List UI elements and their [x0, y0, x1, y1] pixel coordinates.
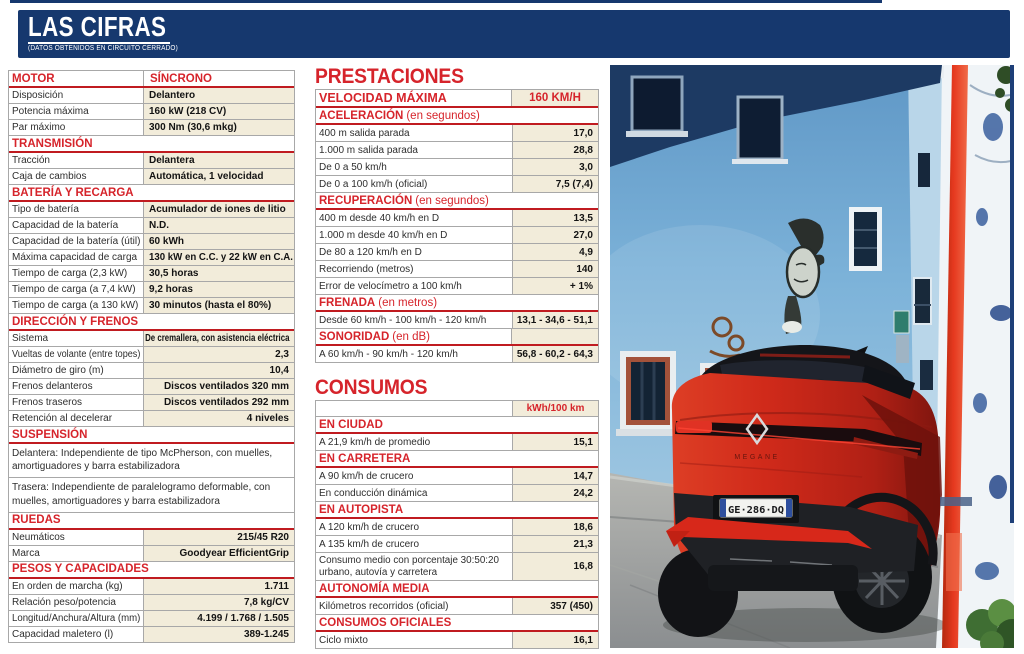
group-heading-note: (en metros)	[378, 296, 438, 309]
group-header	[316, 417, 598, 434]
section-header	[9, 136, 294, 153]
spec-row	[316, 312, 598, 329]
spec-row	[316, 261, 598, 278]
white-wall	[930, 65, 1014, 648]
group-header	[316, 295, 598, 312]
top-speed-value: 160 KM/H	[529, 92, 581, 104]
spec-row	[316, 125, 598, 142]
section-title: MOTOR	[12, 72, 55, 85]
section-header	[9, 314, 294, 331]
spec-row	[316, 159, 598, 176]
section-title-value: SÍNCRONO	[150, 72, 212, 85]
section-title: RUEDAS	[12, 514, 61, 527]
row-value: 215/45 R20	[237, 531, 289, 543]
row-value: 4,9	[579, 246, 593, 258]
row-label: Tiempo de carga (a 130 kW)	[12, 300, 139, 311]
group-header	[316, 581, 598, 598]
row-value: 130 kW en C.C. y 22 kW en C.A.	[149, 252, 293, 263]
license-plate-text: GE·286·DQ	[728, 505, 784, 516]
row-label: A 135 km/h de crucero	[319, 538, 420, 550]
row-label: Sistema	[12, 333, 49, 344]
row-label: Par máximo	[12, 122, 66, 133]
row-label: De 0 a 100 km/h (oficial)	[319, 178, 428, 190]
row-label: 400 m salida parada	[319, 127, 410, 139]
row-label: Frenos traseros	[12, 397, 83, 408]
spec-row	[9, 627, 294, 643]
row-label: Máxima capacidad de carga	[12, 252, 138, 263]
masthead-underline	[28, 42, 170, 44]
spec-row	[316, 598, 598, 615]
mid-window	[849, 207, 882, 271]
row-value: 140	[576, 263, 593, 275]
section-title: TRANSMISIÓN	[12, 137, 93, 150]
row-value: 21,3	[573, 538, 593, 550]
row-value: 13,1 - 34,6 - 51,1	[516, 314, 593, 326]
group-heading: FRENADA	[319, 296, 376, 309]
prestaciones-table	[315, 89, 599, 363]
row-value: 17,0	[573, 127, 593, 139]
row-value: 9,2 horas	[149, 284, 193, 295]
group-header	[316, 615, 598, 632]
group-heading-note: (en dB)	[392, 330, 430, 343]
row-value: 3,0	[579, 161, 593, 173]
spec-row	[316, 244, 598, 261]
row-value: 16,8	[573, 561, 593, 572]
row-label: Frenos delanteros	[12, 381, 93, 392]
row-label: Recorriendo (metros)	[319, 263, 414, 275]
specs-column-middle	[315, 65, 599, 649]
row-label: Diámetro de giro (m)	[12, 365, 104, 376]
spec-row	[9, 282, 294, 298]
spec-row	[316, 278, 598, 295]
section-title: SUSPENSIÓN	[12, 428, 88, 441]
spec-row	[9, 611, 294, 627]
spec-paragraph: Trasera: Independiente de paralelogramo deformable, con muelles, amortiguadores y barra estabilizadora	[9, 478, 294, 512]
row-label: 1.000 m salida parada	[319, 144, 418, 156]
group-heading: EN CARRETERA	[319, 452, 411, 465]
row-label: Tiempo de carga (a 7,4 kW)	[12, 284, 136, 295]
row-label: De 0 a 50 km/h	[319, 161, 387, 173]
spec-row	[316, 346, 598, 363]
row-label: A 60 km/h - 90 km/h - 120 km/h	[319, 348, 458, 360]
spec-row	[9, 120, 294, 136]
section-title-value-cell	[143, 71, 294, 86]
spec-row	[316, 142, 598, 159]
spec-row	[316, 227, 598, 244]
row-label: Tipo de batería	[12, 204, 79, 215]
row-label: Longitud/Anchura/Altura (mm)	[12, 612, 141, 624]
row-value: N.D.	[149, 220, 169, 231]
spec-row	[9, 298, 294, 314]
spec-row	[9, 411, 294, 427]
spec-row	[9, 234, 294, 250]
row-value: 2,3	[275, 349, 289, 360]
row-value: 16,1	[573, 634, 593, 646]
row-value: 160 kW (218 CV)	[149, 106, 227, 117]
row-label: Capacidad maletero (l)	[12, 628, 114, 640]
row-value: Goodyear EfficientGrip	[179, 547, 289, 559]
car-badge: MEGANE	[734, 454, 780, 461]
row-label: Kilómetros recorridos (oficial)	[319, 600, 449, 612]
row-value: 28,8	[573, 144, 593, 156]
spec-row	[9, 202, 294, 218]
row-value: 18,6	[573, 521, 593, 533]
spec-row	[9, 250, 294, 266]
row-label: A 120 km/h de crucero	[319, 521, 420, 533]
row-value: Discos ventilados 292 mm	[163, 397, 289, 408]
spec-row	[316, 485, 598, 502]
unit-header-row	[316, 401, 598, 417]
section-header	[9, 185, 294, 202]
group-heading: RECUPERACIÓN	[319, 194, 413, 207]
row-value: 30 minutos (hasta el 80%)	[149, 300, 272, 311]
empty-value-cell	[511, 329, 598, 344]
top-speed-value-cell	[511, 90, 598, 106]
group-heading: SONORIDAD	[319, 330, 390, 343]
row-label: Tracción	[12, 155, 50, 166]
spec-row	[9, 218, 294, 234]
spec-row	[9, 379, 294, 395]
page-title: LAS CIFRAS	[28, 11, 167, 42]
spec-row	[9, 169, 294, 185]
row-value: Automática, 1 velocidad	[149, 171, 264, 182]
spec-row	[9, 153, 294, 169]
row-label: Disposición	[12, 90, 64, 101]
group-heading: AUTONOMÍA MEDIA	[319, 582, 430, 595]
section-title: BATERÍA Y RECARGA	[12, 186, 134, 199]
group-header	[316, 451, 598, 468]
spec-row	[9, 88, 294, 104]
group-header	[316, 193, 598, 210]
row-label: A 90 km/h de crucero	[319, 470, 414, 482]
row-value: 300 Nm (30,6 mkg)	[149, 122, 237, 133]
section-header	[9, 513, 294, 530]
spec-row	[9, 363, 294, 379]
row-value: De cremallera, con asistencia eléctrica	[144, 333, 289, 344]
row-value: 4 niveles	[246, 413, 289, 424]
row-label: A 21,9 km/h de promedio	[319, 436, 431, 448]
spec-row	[316, 519, 598, 536]
consumos-table	[315, 400, 599, 649]
row-label: Consumo medio con porcentaje 30:50:20 urbano, autovía y carretera	[319, 554, 499, 578]
balcony-door	[914, 278, 931, 324]
consumos-title: CONSUMOS	[315, 376, 428, 399]
row-value: Delantera	[149, 155, 195, 166]
spec-row	[9, 347, 294, 363]
group-heading-note: (en segundos)	[406, 109, 480, 122]
spec-row	[316, 434, 598, 451]
group-heading: EN CIUDAD	[319, 418, 383, 431]
specs-column-left	[8, 70, 295, 643]
prestaciones-title: PRESTACIONES	[315, 65, 464, 88]
row-value: Discos ventilados 320 mm	[163, 381, 289, 392]
upper-window-left	[626, 77, 688, 137]
section-title: DIRECCIÓN Y FRENOS	[12, 315, 139, 328]
row-value: + 1%	[569, 280, 593, 292]
upper-window-mid	[732, 97, 788, 164]
row-value: 24,2	[573, 487, 593, 499]
row-label: 1.000 m desde 40 km/h en D	[319, 229, 448, 241]
row-label: Caja de cambios	[12, 171, 87, 182]
row-value: 56,8 - 60,2 - 64,3	[516, 348, 593, 360]
top-speed-label: VELOCIDAD MÁXIMA	[319, 91, 447, 105]
row-value: 13,5	[573, 212, 593, 224]
section-header	[9, 562, 294, 579]
row-value: 1.711	[264, 580, 289, 592]
street-sign	[894, 311, 909, 333]
row-value: Acumulador de iones de litio	[149, 204, 286, 215]
spec-row	[316, 210, 598, 227]
row-label: 400 m desde 40 km/h en D	[319, 212, 440, 224]
spec-row	[316, 536, 598, 553]
row-value: 27,0	[573, 229, 593, 241]
row-value: Delantero	[149, 90, 196, 101]
row-label: Capacidad de la batería	[12, 220, 119, 231]
group-heading: CONSUMOS OFICIALES	[319, 616, 452, 629]
group-header	[316, 329, 598, 346]
spec-paragraph: Delantera: Independiente de tipo McPherson, con muelles, amortiguadores y barra estabilizadora	[9, 444, 294, 478]
row-value: 389-1.245	[243, 628, 289, 640]
spec-row	[9, 104, 294, 120]
row-label: En orden de marcha (kg)	[12, 580, 123, 592]
row-label: Retención al decelerar	[12, 413, 113, 424]
row-label: Error de velocímetro a 100 km/h	[319, 280, 462, 292]
license-plate	[720, 499, 792, 517]
unit-header-cell	[512, 401, 598, 416]
row-label: En conducción dinámica	[319, 487, 428, 499]
row-label: Ciclo mixto	[319, 634, 368, 646]
unit-header: kWh/100 km	[526, 403, 585, 414]
row-value: 15,1	[573, 436, 593, 448]
row-label: Vueltas de volante (entre topes)	[12, 349, 141, 360]
row-value: 60 kWh	[149, 236, 185, 247]
row-label: Marca	[12, 547, 40, 559]
spec-row	[316, 632, 598, 649]
row-value: 30,5 horas	[149, 268, 199, 279]
section-header	[9, 71, 294, 88]
row-value: 7,5 (7,4)	[555, 178, 593, 190]
row-label: Desde 60 km/h - 100 km/h - 120 km/h	[319, 314, 487, 326]
top-speed-row	[316, 90, 598, 108]
row-value: 357 (450)	[550, 600, 593, 612]
group-heading: EN AUTOPISTA	[319, 503, 404, 516]
group-header	[316, 502, 598, 519]
row-label: De 80 a 120 km/h en D	[319, 246, 422, 258]
lower-window-left	[616, 351, 680, 436]
row-value: 7,8 kg/CV	[243, 596, 289, 608]
top-rule	[10, 0, 882, 3]
row-value: 14,7	[573, 470, 593, 482]
spec-row	[316, 553, 598, 581]
spec-row	[9, 395, 294, 411]
section-header	[9, 427, 294, 444]
group-heading: ACELERACIÓN	[319, 109, 404, 122]
spec-row	[9, 530, 294, 546]
row-label: Tiempo de carga (2,3 kW)	[12, 268, 128, 279]
page-masthead	[18, 10, 1010, 58]
row-value: 10,4	[269, 365, 289, 376]
row-label: Potencia máxima	[12, 106, 89, 117]
group-header	[316, 108, 598, 125]
spec-row	[9, 595, 294, 611]
spec-row	[9, 266, 294, 282]
group-heading-note: (en segundos)	[415, 194, 489, 207]
photo-edge-line	[1010, 65, 1014, 523]
spec-row	[9, 331, 294, 347]
row-value: 4.199 / 1.768 / 1.505	[197, 612, 289, 624]
page-subtitle: (DATOS OBTENIDOS EN CIRCUITO CERRADO)	[28, 45, 178, 52]
section-title: PESOS Y CAPACIDADES	[12, 563, 149, 576]
spec-row	[9, 546, 294, 562]
car-photo	[610, 65, 1014, 648]
row-label: Neumáticos	[12, 531, 65, 543]
spec-row	[9, 579, 294, 595]
row-label: Capacidad de la batería (útil)	[12, 236, 141, 247]
spec-row	[316, 176, 598, 193]
spec-row	[316, 468, 598, 485]
row-label: Relación peso/potencia	[12, 596, 116, 608]
